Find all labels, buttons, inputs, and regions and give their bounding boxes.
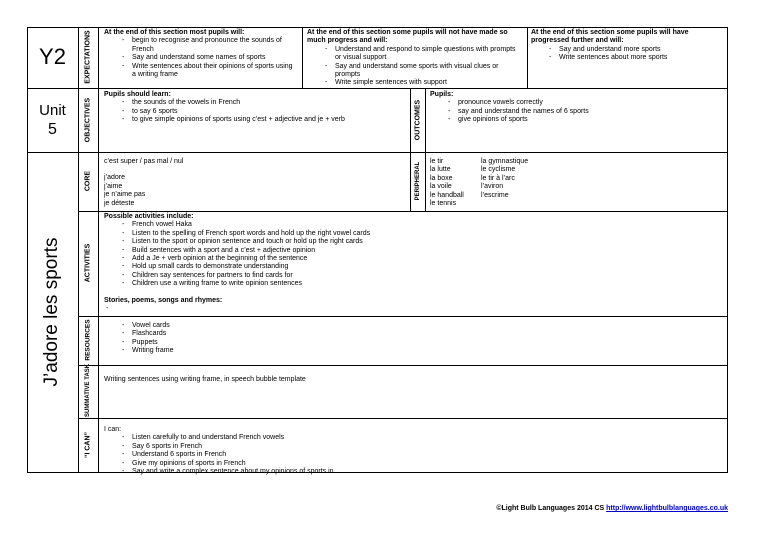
list-item: - Children use a writing frame to write opinion sentences [104,280,704,288]
list-item: le tir [430,158,444,165]
expectations-most-heading: At the end of this section most pupils will: [104,29,245,36]
peripheral-col-1 [430,158,480,208]
list-item: - Hold up small cards to demonstrate understanding [104,263,704,271]
core-verb: je déteste [104,199,135,207]
activities-cell [104,213,704,305]
list-item: - to give simple opinions of sports using c’est + adjective and je + verb [104,116,404,124]
list-item: - Children say sentences for partners to find cards for [104,272,704,280]
list-item: - Add a Je + verb opinion at the beginning of the sentence [104,255,704,263]
row-label-peripheral: PERIPHERAL [415,161,421,201]
outcomes-heading: Pupils: [430,91,454,98]
list-item: le tir à l’arc [481,174,515,182]
summative-text: Writing sentences using writing frame, in speech bubble template [104,376,306,383]
resources-cell [104,322,404,356]
row-label-resources: RESOURCES [84,319,92,361]
expectations-further [531,29,723,63]
website-link[interactable]: http://www.lightbulblanguages.co.uk [606,505,728,512]
core-verb: j’aime [104,182,123,190]
list-item: - Say and understand more sports [531,46,723,54]
core-cell [104,158,404,208]
list-item: la voile [430,183,452,191]
list-item: - Puppets [104,339,404,347]
list-item: l’aviron [481,183,504,191]
list-item: - Writing frame [104,347,404,355]
list-item: le tennis [430,200,457,208]
objectives-heading: Pupils should learn: [104,91,171,98]
list-item: - Vowel cards [104,322,404,330]
list-item: la gymnastique [481,158,529,165]
list-item: - Listen to the spelling of French sport words and hold up the right vowel cards [104,230,704,238]
list-item: le cyclisme [481,166,516,174]
row-label-objectives: OBJECTIVES [84,97,92,143]
row-label-summative: SUMMATIVE TASK [85,363,91,417]
expectations-some-not [307,29,523,88]
list-item: la boxe [430,174,453,182]
row-label-core: CORE [84,170,92,192]
list-item: - Listen to the sport or opinion sentence and touch or hold up the right cards [104,238,704,246]
list-item: - French vowel Haka [104,221,704,229]
list-item: - Understand and respond to simple questions with prompts or visual support [307,46,523,63]
stories-heading: Stories, poems, songs and rhymes: [104,296,223,304]
row-label-activities: ACTIVITIES [84,243,92,283]
core-opinion-line: c’est super / pas mal / nul [104,158,184,165]
list-item: - Say and understand some sports with visual clues or prompts [307,63,523,80]
core-verb: j’adore [104,174,126,182]
core-verb: je n’aime pas [104,191,146,199]
expectations-some-not-heading: At the end of this section some pupils will not have made so much progress and will: [307,29,508,45]
ican-heading: I can: [104,426,122,433]
list-item: - Flashcards [104,330,404,338]
list-item: - to say 6 sports [104,108,404,116]
ican-cell [104,426,704,476]
objectives-cell [104,91,404,125]
list-item: - Write sentences about more sports [531,54,723,62]
list-item: - Give my opinions of sports in French [104,460,704,468]
outcomes-cell [430,91,724,125]
expectations-most [104,29,298,79]
list-item: - Say 6 sports in French [104,443,704,451]
list-item: la lutte [430,166,451,174]
list-item: - Write sentences about their opinions of sports using a writing frame [104,63,298,80]
activities-heading: Possible activities include: [104,213,194,220]
list-item: - Build sentences with a sport and a c’est + adjective opinion [104,247,704,255]
peripheral-col-2 [481,158,561,200]
copyright-text: ©Light Bulb Languages 2014 CS [496,505,607,512]
unit-label: Unit [39,102,66,119]
list-item: - Say and understand some names of sports [104,54,298,62]
topic-title: J’adore les sports [41,237,62,387]
row-label-ican: “I CAN” [84,431,92,459]
list-item: - say and understand the names of 6 sports [430,108,724,116]
list-item: - Write simple sentences with support [307,79,523,87]
list-item: - Listen carefully to and understand French vowels [104,434,704,442]
list-item: - Say and write a complex sentence about my opinions of sports in [104,468,704,476]
list-item: - give opinions of sports [430,116,724,124]
list-item: l’escrime [481,191,509,199]
unit-number: 5 [48,121,57,138]
list-item: - begin to recognise and pronounce the sounds of French [104,37,298,54]
list-item: le handball [430,191,464,199]
list-item: - pronounce vowels correctly [430,99,724,107]
footer-copyright [496,505,728,512]
year-label: Y2 [39,44,66,69]
row-label-outcomes: OUTCOMES [414,99,422,141]
row-label-expectations: EXPECTATIONS [84,30,92,84]
expectations-further-heading: At the end of this section some pupils will have progressed further and will: [531,29,689,45]
list-item: - Understand 6 sports in French [104,451,704,459]
list-item: - the sounds of the vowels in French [104,99,404,107]
